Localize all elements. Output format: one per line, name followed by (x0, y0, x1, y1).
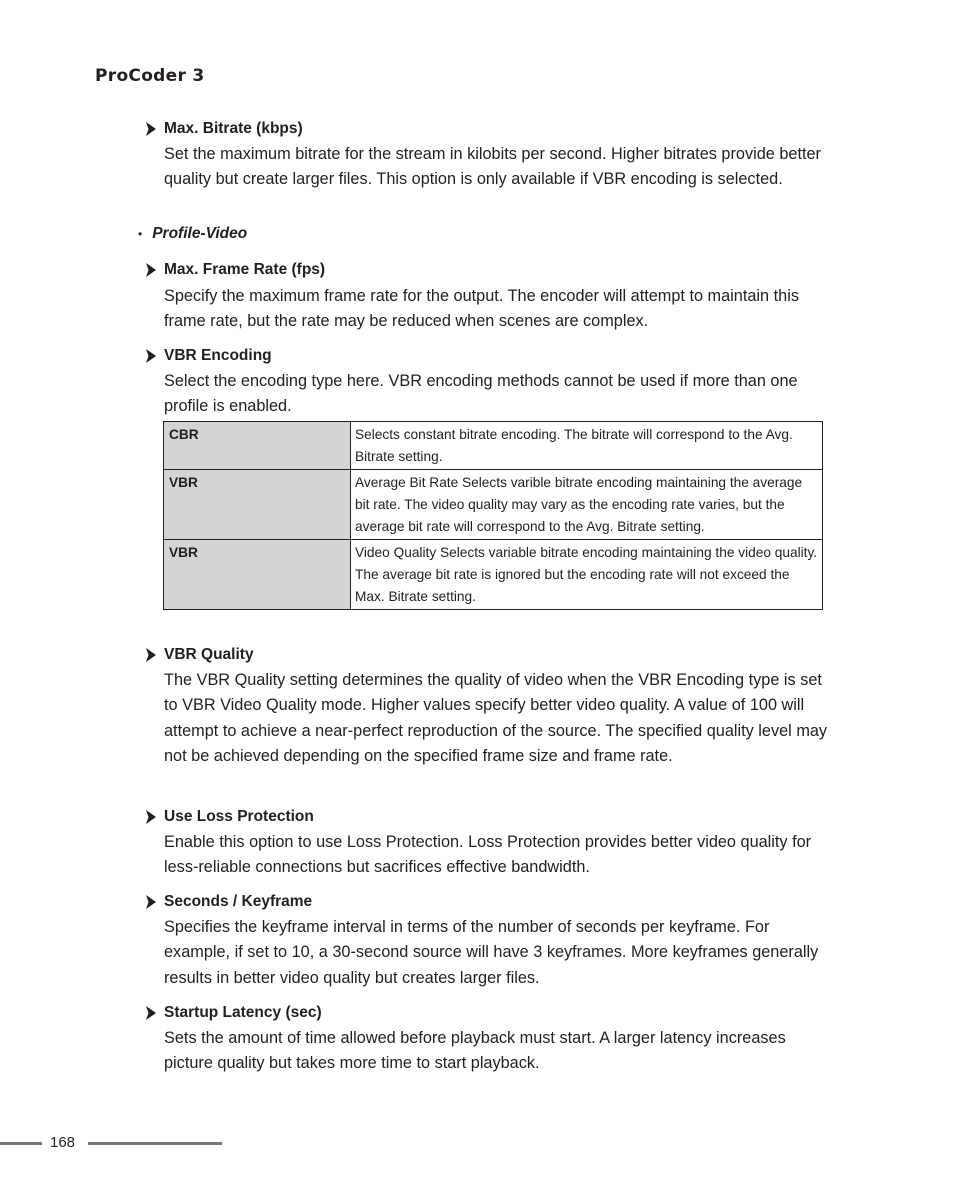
section-heading-seconds-keyframe (144, 893, 312, 911)
table-key-cell: VBR (164, 470, 351, 540)
table-value-cell: Selects constant bitrate encoding. The bitrate will correspond to the Avg. Bitrate setting. (351, 422, 823, 470)
section-body-vbr-encoding: Select the encoding type here. VBR encoding methods cannot be used if more than one profile is enabled. (164, 372, 798, 416)
section-heading-max-frame-rate (144, 261, 325, 279)
section-body-use-loss-protection: Enable this option to use Loss Protection. Loss Protection provides better video quality for less-reliable connections but sacrifices effective bandwidth. (164, 833, 812, 877)
table-key-cell: VBR (164, 540, 351, 610)
section-heading-label: Seconds / Keyframe (164, 893, 313, 910)
section-heading-label: VBR Quality (164, 646, 254, 663)
section-heading-label: VBR Encoding (164, 347, 272, 364)
subsection-bullet (138, 225, 247, 243)
table-row (164, 470, 823, 540)
section-heading-label: Max. Bitrate (kbps) (164, 120, 303, 137)
table-row (164, 540, 823, 610)
section-heading-label: Use Loss Protection (164, 808, 314, 825)
section-body-seconds-keyframe: Specifies the keyframe interval in terms of the number of seconds per keyframe. For example, if set to 10, a 30-second source will have 3 keyframes. More keyframes generally results in better video quality but creates larger files. (164, 918, 819, 987)
subsection-label: Profile-Video (152, 225, 248, 242)
table-key-cell: CBR (164, 422, 351, 470)
page-number: 168 (50, 1134, 76, 1151)
chevron-right-icon (144, 810, 158, 824)
chevron-right-icon (144, 349, 158, 363)
footer-rule-left (0, 1142, 42, 1145)
section-heading-startup-latency (144, 1004, 322, 1022)
encoding-type-table (163, 421, 823, 610)
section-body-max-bitrate: Set the maximum bitrate for the stream in kilobits per second. Higher bitrates provide better quality but create larger files. This option is only available if VBR encoding is selected. (164, 145, 821, 189)
section-heading-vbr-encoding (144, 347, 272, 365)
section-heading-label: Max. Frame Rate (fps) (164, 261, 326, 278)
chevron-right-icon (144, 122, 158, 136)
footer-rule-right (88, 1142, 222, 1145)
section-heading-label: Startup Latency (sec) (164, 1004, 322, 1021)
table-value-cell: Video Quality Selects variable bitrate encoding maintaining the video quality. The average bit rate is ignored but the encoding rate will not exceed the Max. Bitrate setting. (351, 540, 823, 610)
chevron-right-icon (144, 895, 158, 909)
table-value-cell: Average Bit Rate Selects varible bitrate encoding maintaining the average bit rate. The video quality may vary as the encoding rate varies, but the average bit rate will correspond to the Avg. Bitrate setting. (351, 470, 823, 540)
chevron-right-icon (144, 263, 158, 277)
bullet-icon: • (138, 227, 143, 241)
section-heading-max-bitrate (144, 120, 303, 138)
section-heading-vbr-quality (144, 646, 254, 664)
section-body-max-frame-rate: Specify the maximum frame rate for the output. The encoder will attempt to maintain this frame rate, but the rate may be reduced when scenes are complex. (164, 287, 799, 331)
chevron-right-icon (144, 1006, 158, 1020)
section-body-vbr-quality: The VBR Quality setting determines the quality of video when the VBR Encoding type is set to VBR Video Quality mode. Higher values specify better video quality. A value of 100 will attempt to achieve a near-perfect reproduction of the source. The specified quality level may not be achieved depending on the specified frame size and frame rate. (164, 671, 828, 765)
running-header-title: ProCoder 3 (95, 66, 205, 86)
table-row (164, 422, 823, 470)
section-heading-use-loss-protection (144, 808, 314, 826)
section-body-startup-latency: Sets the amount of time allowed before playback must start. A larger latency increases picture quality but takes more time to start playback. (164, 1029, 786, 1073)
chevron-right-icon (144, 648, 158, 662)
